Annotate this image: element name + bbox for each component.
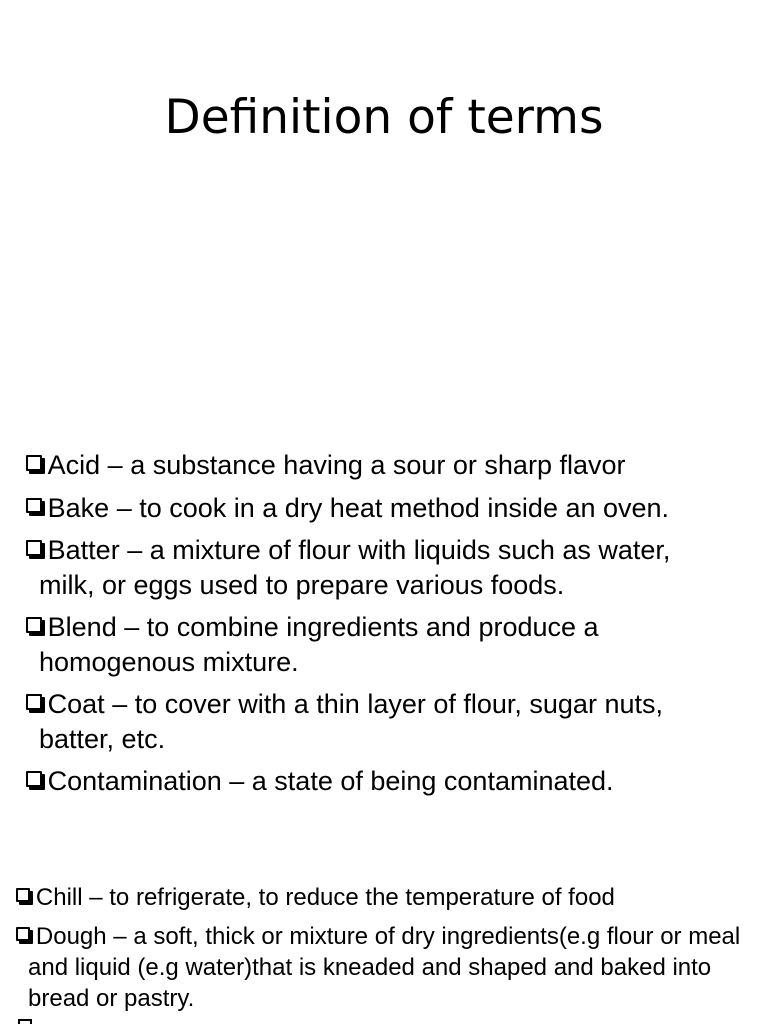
- term-text: Coat – to cover with a thin layer of flour, sugar nuts, batter, etc.: [39, 689, 663, 754]
- list-item: [26, 687, 726, 756]
- term-text: Chill – to refrigerate, to reduce the temperature of food: [35, 884, 615, 911]
- list-item: [26, 533, 726, 602]
- checkbox-bullet-icon: [26, 498, 42, 514]
- term-text: Blend – to combine ingredients and produce a homogenous mixture.: [39, 612, 599, 677]
- term-text: Acid – a substance having a sour or sharp flavor: [47, 450, 626, 480]
- checkbox-bullet-icon: [26, 540, 42, 556]
- list-item: [26, 491, 726, 526]
- list-item: [16, 882, 746, 913]
- checkbox-bullet-icon: [26, 771, 42, 787]
- list-item: [26, 448, 726, 483]
- checkbox-bullet-icon: [18, 1019, 32, 1024]
- terms-list-secondary: [16, 882, 746, 1022]
- checkbox-bullet-icon: [26, 694, 42, 710]
- list-item: [26, 610, 726, 679]
- terms-list-main: [26, 448, 726, 807]
- checkbox-bullet-icon: [26, 455, 42, 471]
- term-text: Batter – a mixture of flour with liquids such as water, milk, or eggs used to prepare various foods.: [39, 535, 671, 600]
- page-title: Definition of terms: [164, 90, 604, 145]
- term-text: Bake – to cook in a dry heat method inside an oven.: [47, 492, 670, 523]
- list-item: [16, 921, 746, 1014]
- checkbox-bullet-icon: [26, 617, 42, 633]
- term-text: Contamination – a state of being contaminated.: [47, 766, 614, 796]
- list-item: [26, 764, 726, 799]
- checkbox-bullet-icon: [16, 888, 30, 902]
- checkbox-bullet-icon: [16, 927, 30, 941]
- term-text: Dough – a soft, thick or mixture of dry ingredients(e.g flour or meal and liquid (e.g water)that is kneaded and shaped and baked into bread or pastry.: [28, 923, 741, 1012]
